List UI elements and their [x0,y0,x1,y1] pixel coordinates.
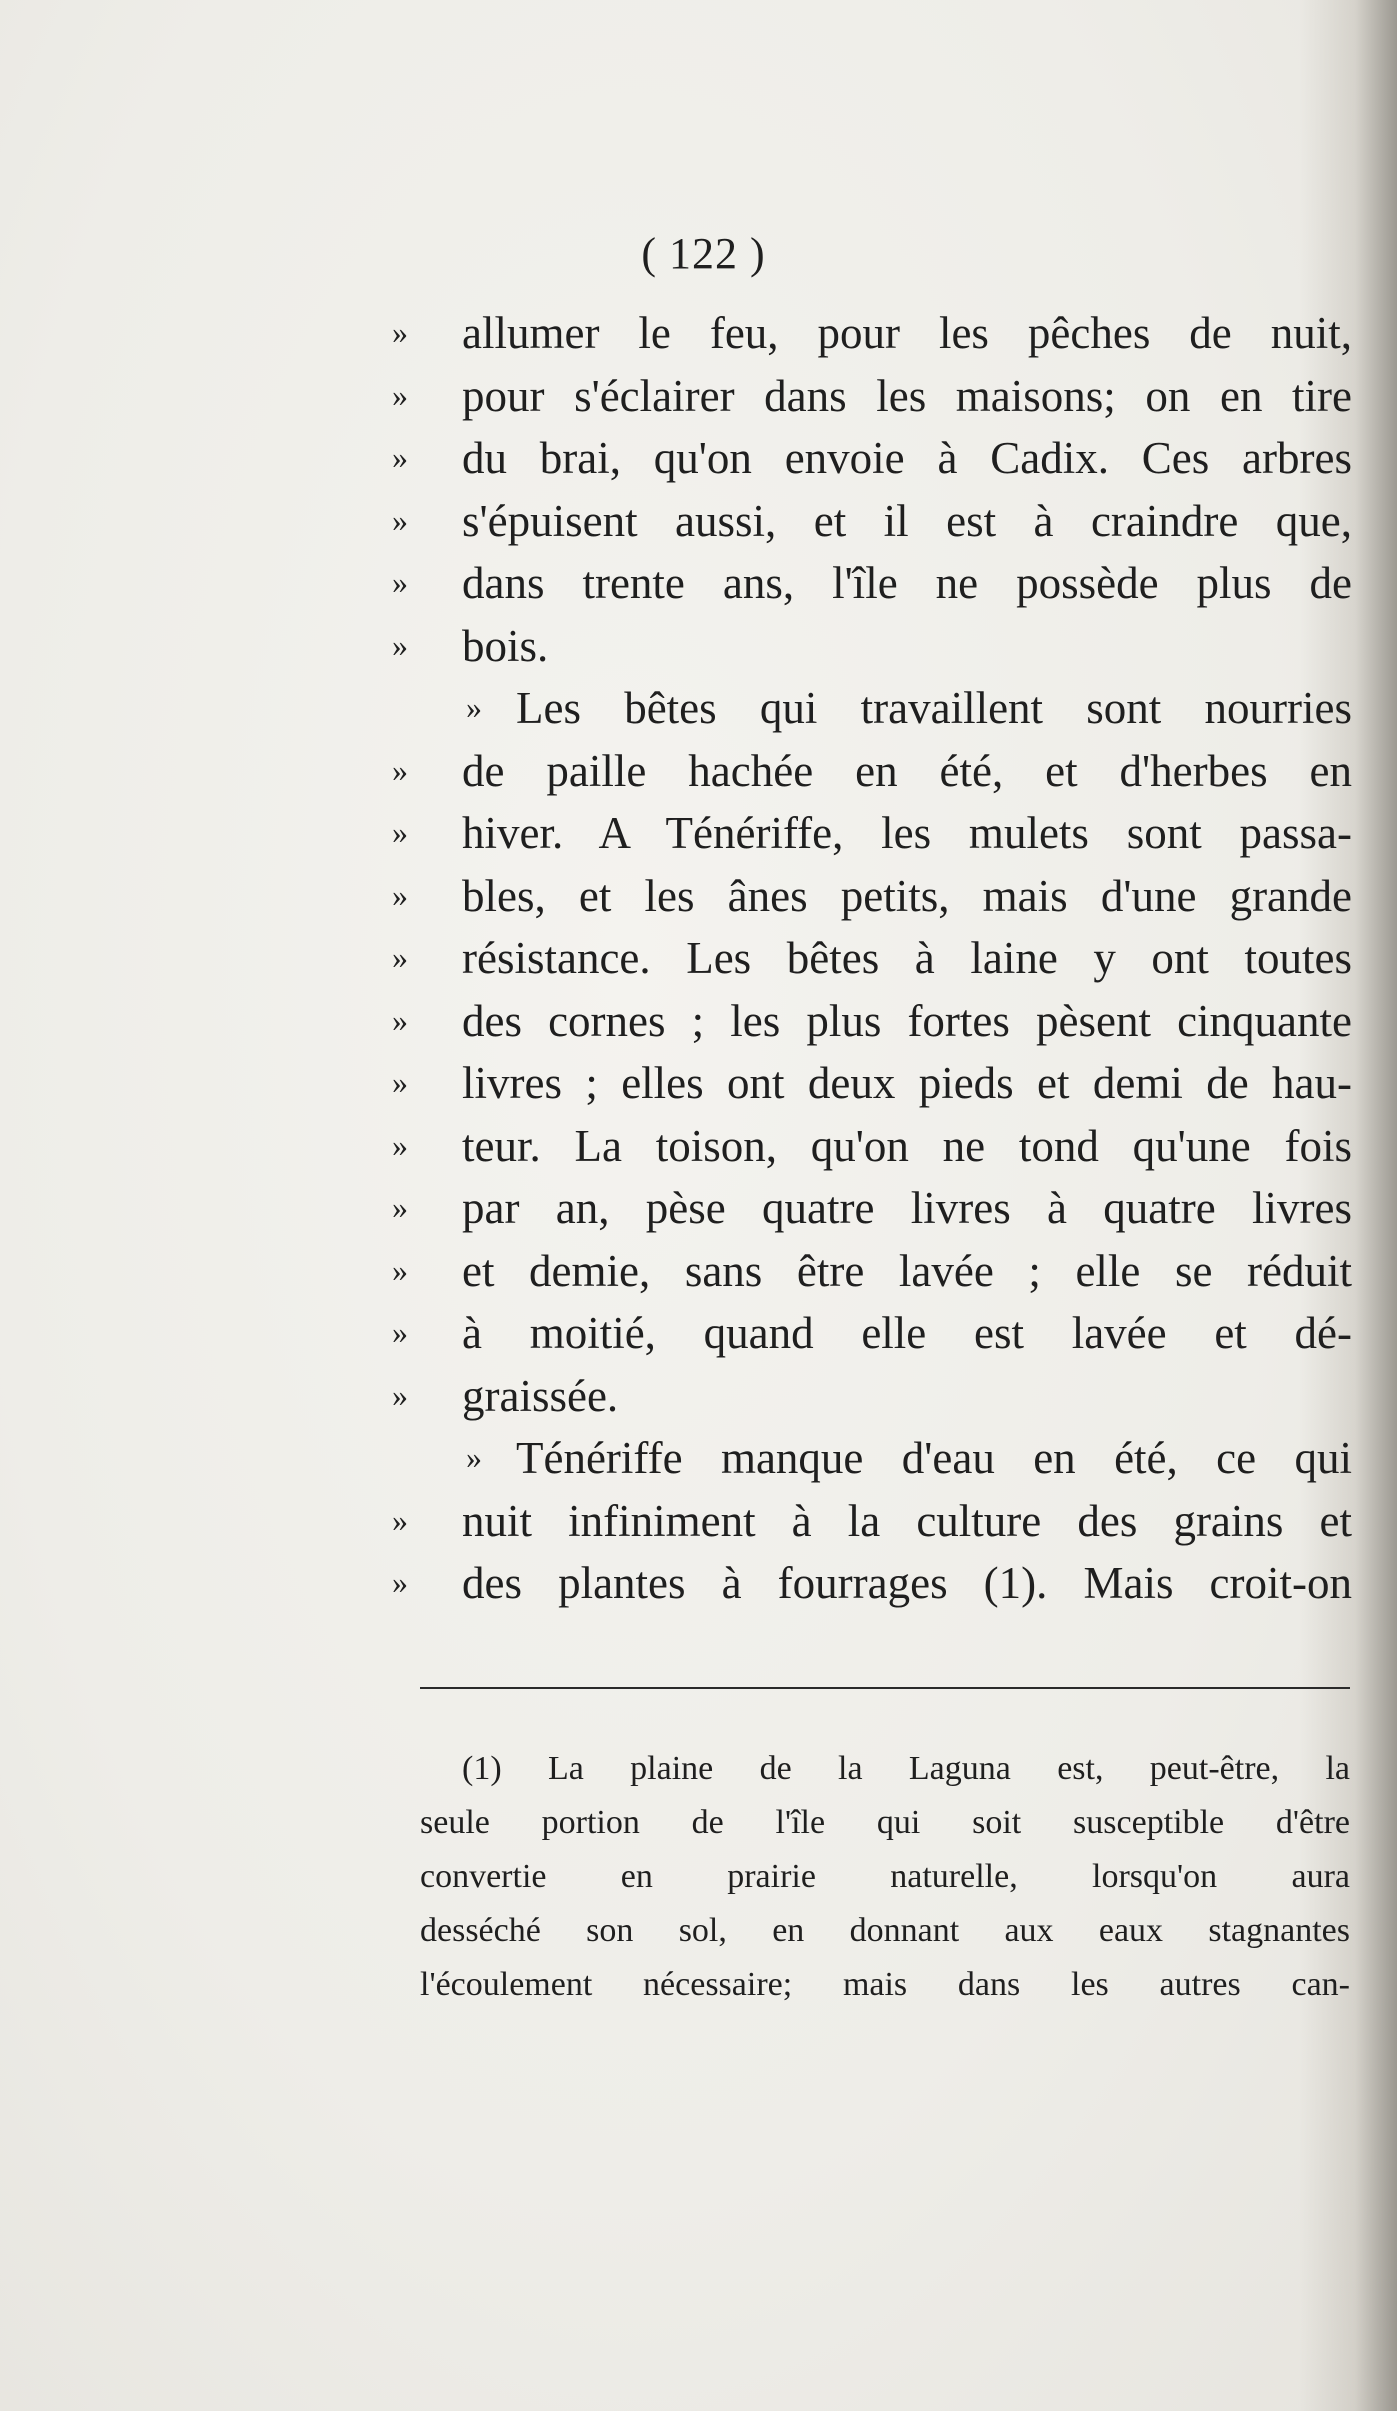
text-line [0,1490,1397,1553]
line-text: graissée. [462,1370,619,1421]
text-line [0,1552,1397,1615]
footnote-line [0,1958,1397,2012]
line-text: teur. La toison, qu'on ne tond qu'une fois [462,1120,1352,1171]
footnote-line-text: seule portion de l'île qui soit susceptible d'être [420,1804,1350,1841]
footnote-line-text: desséché son sol, en donnant aux eaux stagnantes [420,1912,1350,1949]
quote-mark: » [392,1064,408,1100]
quote-mark: » [392,501,408,538]
footnote-line [0,1796,1397,1850]
line-text: de paille hachée en été, et d'herbes en [462,745,1352,796]
quote-mark: » [392,1564,408,1600]
quote-mark: » [392,314,408,350]
footnote [0,1742,1397,2012]
text-line [0,427,1397,490]
line-text: à moitié, quand elle est lavée et dé- [462,1308,1352,1358]
text-line [0,1365,1397,1428]
text-line [0,1240,1397,1303]
line-text: dans trente ans, l'île ne possède plus de [462,558,1352,608]
footnote-line-text: l'écoulement nécessaire; mais dans les autres can- [420,1966,1350,2003]
quote-mark: » [392,439,408,475]
text-line [0,302,1397,365]
line-text: des plantes à fourrages (1). Mais croit-on [462,1558,1352,1608]
line-text: hiver. A Ténériffe, les mulets sont passa- [462,808,1352,858]
text-line [0,1427,1397,1490]
text-line [0,1115,1397,1178]
quote-mark: » [466,689,482,725]
text-line [0,927,1397,990]
quote-mark: » [392,1126,408,1163]
line-text: résistance. Les bêtes à laine y ont toutes [462,933,1352,983]
footnote-line-text: convertie en prairie naturelle, lorsqu'on aura [420,1858,1350,1895]
line-text: et demie, sans être lavée ; elle se réduit [462,1245,1352,1296]
quote-mark: » [392,939,408,975]
quote-mark: » [392,1376,408,1413]
quote-mark: » [392,1189,408,1225]
line-text: Les bêtes qui travaillent sont nourries [516,683,1352,733]
text-line [0,990,1397,1053]
quote-mark: » [466,1439,482,1475]
quote-mark: » [392,814,408,850]
page-number: ( 122 ) [641,229,766,278]
footnote-line-text: (1) La plaine de la Laguna est, peut-être, la [462,1750,1350,1787]
quote-mark: » [392,626,408,663]
line-text: des cornes ; les plus fortes pèsent cinquante [462,995,1352,1046]
text-line [0,365,1397,428]
footnote-line [0,1742,1397,1796]
text-line [0,1302,1397,1365]
text-line [0,552,1397,615]
text-line [0,1177,1397,1240]
text-line [0,740,1397,803]
text-line [0,490,1397,553]
line-text: nuit infiniment à la culture des grains et [462,1495,1352,1546]
quote-mark: » [392,1251,408,1288]
line-text: bois. [462,620,549,671]
text-line [0,865,1397,928]
line-text: par an, pèse quatre livres à quatre livres [462,1183,1352,1233]
line-text: Ténériffe manque d'eau en été, ce qui [516,1433,1352,1483]
line-text: pour s'éclairer dans les maisons; on en tire [462,370,1352,421]
text-line [0,615,1397,678]
quote-mark: » [392,876,408,913]
line-text: allumer le feu, pour les pêches de nuit, [462,308,1352,358]
quote-mark: » [392,1001,408,1038]
footnote-line [0,1904,1397,1958]
quote-mark: » [392,564,408,600]
quote-mark: » [392,751,408,788]
text-line [0,677,1397,740]
text-line [0,802,1397,865]
footnote-line [0,1850,1397,1904]
quote-mark: » [392,1501,408,1538]
line-text: du brai, qu'on envoie à Cadix. Ces arbres [462,433,1352,483]
main-text [0,302,1397,1615]
quote-mark: » [392,376,408,413]
line-text: bles, et les ânes petits, mais d'une grande [462,870,1352,921]
line-text: s'épuisent aussi, et il est à craindre que, [462,495,1352,546]
line-text: livres ; elles ont deux pieds et demi de hau- [462,1058,1352,1108]
quote-mark: » [392,1314,408,1350]
footnote-rule [420,1687,1350,1689]
text-line [0,1052,1397,1115]
